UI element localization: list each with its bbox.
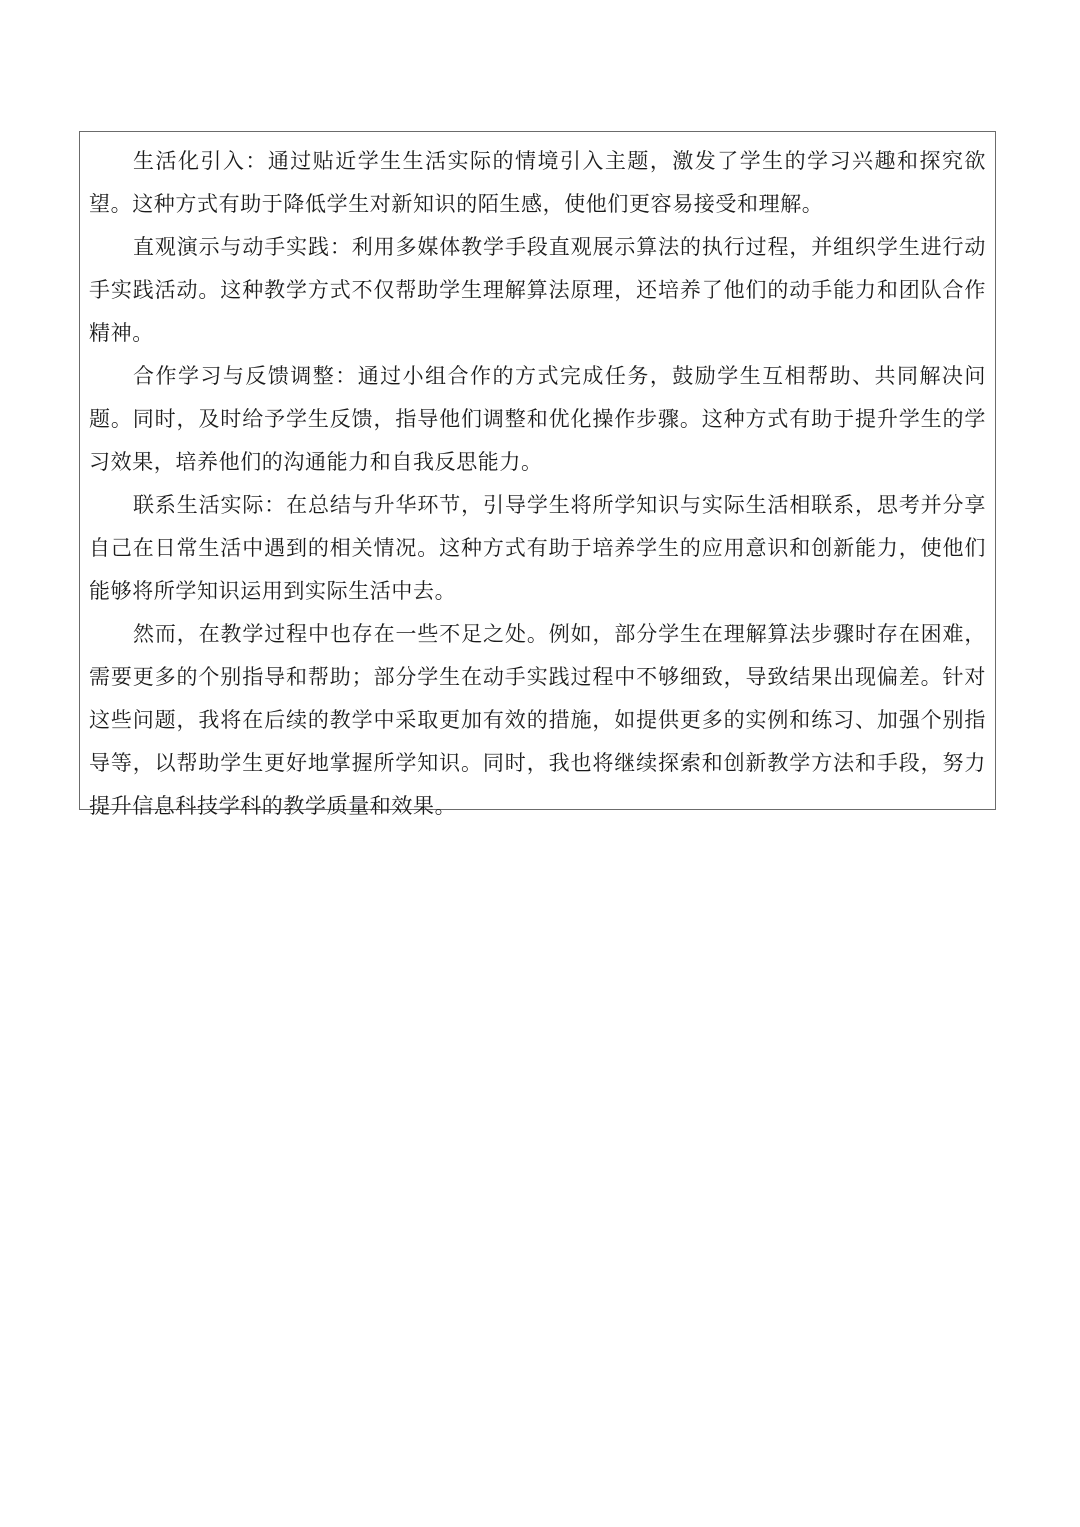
paragraph-connect-real-life: 联系生活实际：在总结与升华环节，引导学生将所学知识与实际生活相联系，思考并分享自己在日常生活中遇到的相关情况。这种方式有助于培养学生的应用意识和创新能力，使他们能够将所学知识运用到实际生活中去。 (89, 493, 986, 603)
paragraph-life-introduction: 生活化引入：通过贴近学生生活实际的情境引入主题，激发了学生的学习兴趣和探究欲望。这种方式有助于降低学生对新知识的陌生感，使他们更容易接受和理解。 (89, 149, 986, 216)
paragraph-demonstration-practice: 直观演示与动手实践：利用多媒体教学手段直观展示算法的执行过程，并组织学生进行动手实践活动。这种教学方式不仅帮助学生理解算法原理，还培养了他们的动手能力和团队合作精神。 (89, 235, 986, 345)
paragraph-cooperative-learning: 合作学习与反馈调整：通过小组合作的方式完成任务，鼓励学生互相帮助、共同解决问题。同时，及时给予学生反馈，指导他们调整和优化操作步骤。这种方式有助于提升学生的学习效果，培养他们的沟通能力和自我反思能力。 (89, 364, 986, 474)
reflection-table-cell (79, 131, 996, 818)
paragraph-shortcomings: 然而，在教学过程中也存在一些不足之处。例如，部分学生在理解算法步骤时存在困难，需要更多的个别指导和帮助；部分学生在动手实践过程中不够细致，导致结果出现偏差。针对这些问题，我将在后续的教学中采取更加有效的措施，如提供更多的实例和练习、加强个别指导等，以帮助学生更好地掌握所学知识。同时，我也将继续探索和创新教学方法和手段，努力提升信息科技学科的教学质量和效果。 (89, 622, 986, 818)
